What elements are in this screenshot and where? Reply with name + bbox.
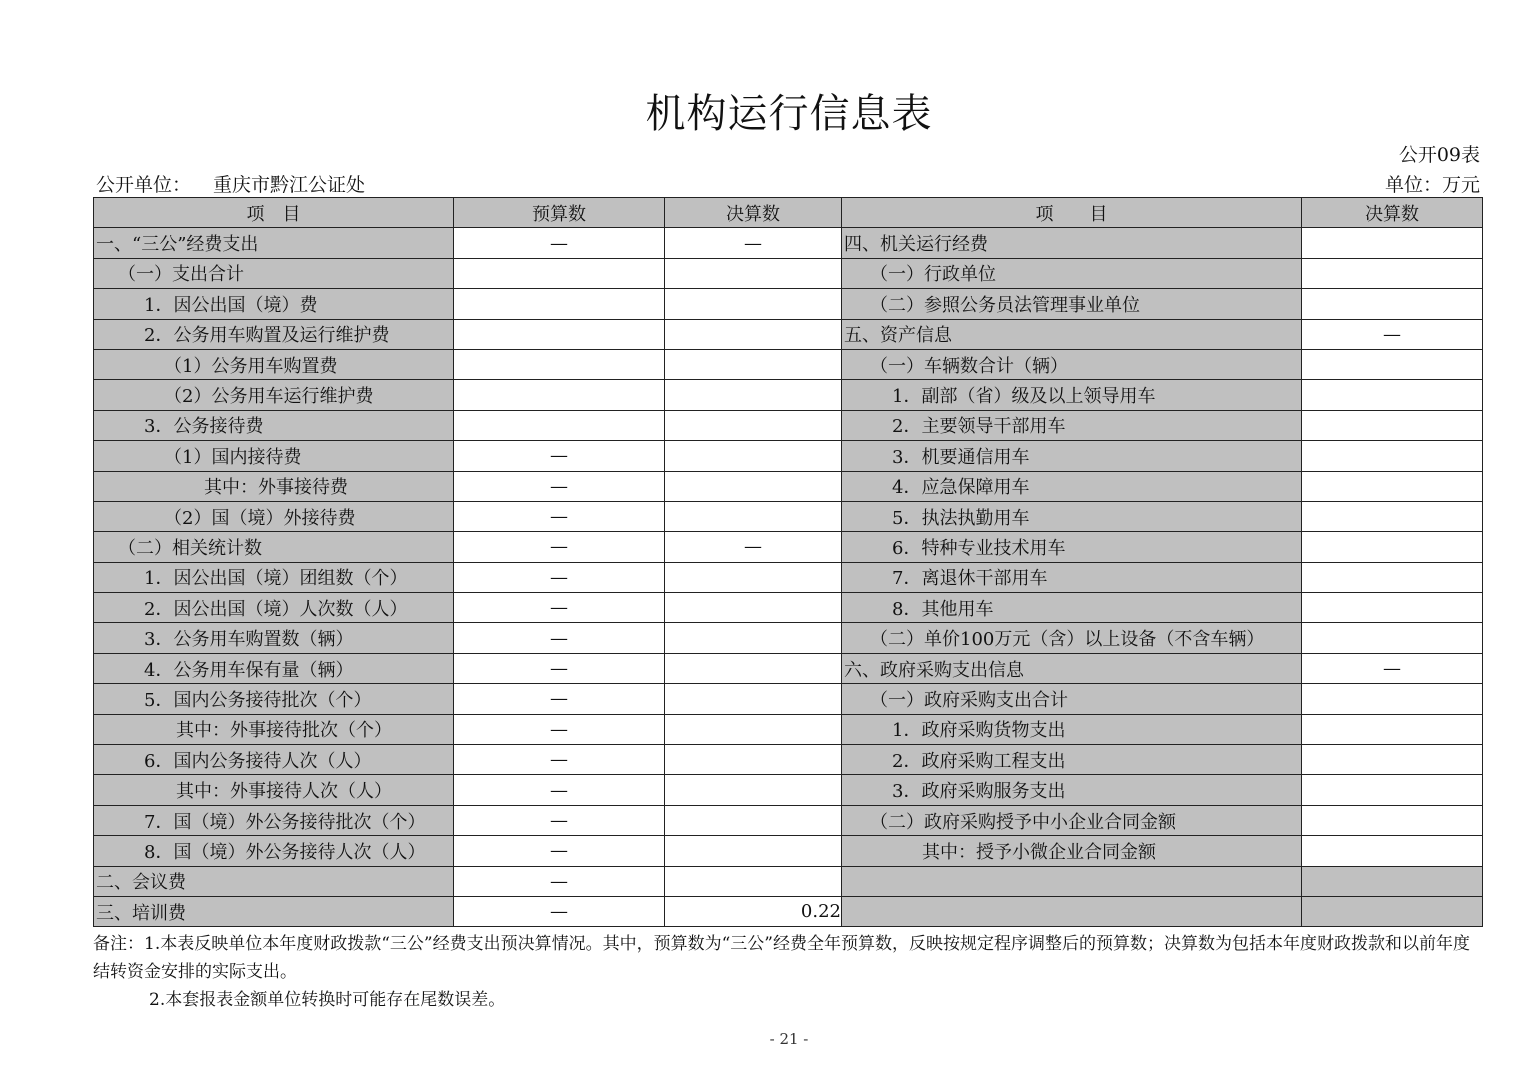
left-item-cell: （2）公务用车运行维护费 [94,380,454,410]
left-item-cell: （1）国内接待费 [94,441,454,471]
budget-cell [454,349,665,379]
right-item-cell: 5．执法执勤用车 [842,501,1302,531]
left-item-cell: 其中：外事接待人次（人） [94,775,454,805]
actual-cell [665,653,842,683]
left-item-cell: （2）国（境）外接待费 [94,501,454,531]
actual-cell [665,805,842,835]
right-actual-cell [1302,745,1483,775]
actual-cell [665,380,842,410]
table-row [94,228,1483,258]
reporting-unit-label: 公开单位： [96,174,192,196]
budget-cell: — [454,775,665,805]
table-row [94,349,1483,379]
right-item-cell: 1．副部（省）级及以上领导用车 [842,380,1302,410]
budget-cell [454,289,665,319]
actual-cell [665,593,842,623]
right-actual-cell [1302,684,1483,714]
table-row [94,562,1483,592]
right-item-cell: 6．特种专业技术用车 [842,532,1302,562]
right-item-cell: （一）政府采购支出合计 [842,684,1302,714]
left-item-cell: 1．因公出国（境）费 [94,289,454,319]
budget-cell: — [454,623,665,653]
table-row [94,289,1483,319]
budget-cell: — [454,501,665,531]
right-actual-cell [1302,289,1483,319]
right-actual-cell [1302,441,1483,471]
right-actual-cell [1302,775,1483,805]
budget-cell: — [454,866,665,896]
note-1: 备注：1.本表反映单位本年度财政拨款“三公”经费支出预决算情况。其中，预算数为“三公”经费全年预算数，反映按规定程序调整后的预算数；决算数为包括本年度财政拨款和以前年度结转资金安排的实际支出。 [93,934,1470,982]
budget-cell [454,410,665,440]
budget-cell [454,380,665,410]
right-actual-cell [1302,349,1483,379]
actual-cell [665,319,842,349]
actual-cell [665,623,842,653]
right-item-cell: 3．机要通信用车 [842,441,1302,471]
header-right-actual: 决算数 [1302,198,1483,228]
right-item-cell [842,866,1302,896]
table-row [94,653,1483,683]
table-row [94,805,1483,835]
right-actual-cell [1302,836,1483,866]
table-row [94,866,1483,896]
info-table [93,197,1483,927]
right-actual-cell [1302,501,1483,531]
right-item-cell: 其中：授予小微企业合同金额 [842,836,1302,866]
actual-cell [665,866,842,896]
right-item-cell: 六、政府采购支出信息 [842,653,1302,683]
right-actual-cell [1302,593,1483,623]
actual-cell [665,501,842,531]
right-item-cell: （一）行政单位 [842,258,1302,288]
left-item-cell: 3．公务用车购置数（辆） [94,623,454,653]
reporting-unit-name: 重庆市黔江公证处 [213,174,366,196]
budget-cell: — [454,562,665,592]
left-item-cell: 其中：外事接待批次（个） [94,714,454,744]
left-item-cell: 5．国内公务接待批次（个） [94,684,454,714]
right-item-cell: 8．其他用车 [842,593,1302,623]
table-row [94,623,1483,653]
left-item-cell: 4．公务用车保有量（辆） [94,653,454,683]
right-item-cell: 3．政府采购服务支出 [842,775,1302,805]
budget-cell: — [454,532,665,562]
actual-cell [665,410,842,440]
budget-cell [454,319,665,349]
right-item-cell: 7．离退休干部用车 [842,562,1302,592]
header-left-item: 项 目 [94,198,454,228]
budget-cell: — [454,896,665,926]
table-row [94,714,1483,744]
right-actual-cell: — [1302,653,1483,683]
right-actual-cell [1302,896,1483,926]
note-2: 2.本套报表金额单位转换时可能存在尾数误差。 [149,990,506,1010]
right-actual-cell [1302,562,1483,592]
left-item-cell: （一）支出合计 [94,258,454,288]
actual-cell [665,684,842,714]
actual-cell [665,562,842,592]
actual-cell: — [665,228,842,258]
budget-cell: — [454,441,665,471]
right-actual-cell [1302,410,1483,440]
actual-cell: 0.22 [665,896,842,926]
left-item-cell: 8．国（境）外公务接待人次（人） [94,836,454,866]
right-item-cell: （二）参照公务员法管理事业单位 [842,289,1302,319]
right-actual-cell [1302,866,1483,896]
right-actual-cell [1302,228,1483,258]
actual-cell [665,441,842,471]
page-title: 机构运行信息表 [645,91,933,137]
right-item-cell: （二）单价100万元（含）以上设备（不含车辆） [842,623,1302,653]
actual-cell [665,714,842,744]
budget-cell: — [454,714,665,744]
budget-cell: — [454,653,665,683]
header-row [94,198,1483,228]
left-item-cell: 一、“三公”经费支出 [94,228,454,258]
table-row [94,441,1483,471]
left-item-cell: 1．因公出国（境）团组数（个） [94,562,454,592]
right-item-cell: 1．政府采购货物支出 [842,714,1302,744]
table-row [94,471,1483,501]
right-item-cell: 四、机关运行经费 [842,228,1302,258]
right-actual-cell [1302,471,1483,501]
right-actual-cell [1302,805,1483,835]
budget-cell: — [454,836,665,866]
actual-cell: — [665,532,842,562]
left-item-cell: （1）公务用车购置费 [94,349,454,379]
table-row [94,684,1483,714]
actual-cell [665,836,842,866]
right-actual-cell: — [1302,319,1483,349]
right-item-cell: 2．政府采购工程支出 [842,745,1302,775]
right-item-cell [842,896,1302,926]
budget-cell: — [454,471,665,501]
right-item-cell: （一）车辆数合计（辆） [842,349,1302,379]
left-item-cell: 2．因公出国（境）人次数（人） [94,593,454,623]
right-item-cell: 4．应急保障用车 [842,471,1302,501]
budget-cell [454,258,665,288]
actual-cell [665,349,842,379]
left-item-cell: 2．公务用车购置及运行维护费 [94,319,454,349]
left-item-cell: 3．公务接待费 [94,410,454,440]
table-row [94,896,1483,926]
table-row [94,380,1483,410]
right-item-cell: （二）政府采购授予中小企业合同金额 [842,805,1302,835]
table-row [94,501,1483,531]
budget-cell: — [454,593,665,623]
header-actual: 决算数 [665,198,842,228]
table-row [94,593,1483,623]
page-number: - 21 - [769,1030,809,1048]
left-item-cell: 其中：外事接待费 [94,471,454,501]
table-row [94,319,1483,349]
right-actual-cell [1302,623,1483,653]
left-item-cell: 三、培训费 [94,896,454,926]
actual-cell [665,775,842,805]
reporting-unit [96,170,365,197]
budget-cell: — [454,745,665,775]
table-row [94,745,1483,775]
actual-cell [665,471,842,501]
actual-cell [665,289,842,319]
right-actual-cell [1302,258,1483,288]
actual-cell [665,745,842,775]
budget-cell: — [454,684,665,714]
right-item-cell: 2．主要领导干部用车 [842,410,1302,440]
notes [93,930,1485,1014]
right-actual-cell [1302,380,1483,410]
table-row [94,775,1483,805]
header-budget: 预算数 [454,198,665,228]
left-item-cell: 二、会议费 [94,866,454,896]
table-row [94,836,1483,866]
table-row [94,532,1483,562]
header-right-item: 项 目 [842,198,1302,228]
right-item-cell: 五、资产信息 [842,319,1302,349]
left-item-cell: （二）相关统计数 [94,532,454,562]
left-item-cell: 7．国（境）外公务接待批次（个） [94,805,454,835]
right-actual-cell [1302,714,1483,744]
budget-cell: — [454,805,665,835]
actual-cell [665,258,842,288]
table-row [94,258,1483,288]
budget-cell: — [454,228,665,258]
right-actual-cell [1302,532,1483,562]
table-row [94,410,1483,440]
left-item-cell: 6．国内公务接待人次（人） [94,745,454,775]
table-code: 公开09表 [1398,144,1480,166]
currency-unit: 单位：万元 [1384,174,1480,196]
